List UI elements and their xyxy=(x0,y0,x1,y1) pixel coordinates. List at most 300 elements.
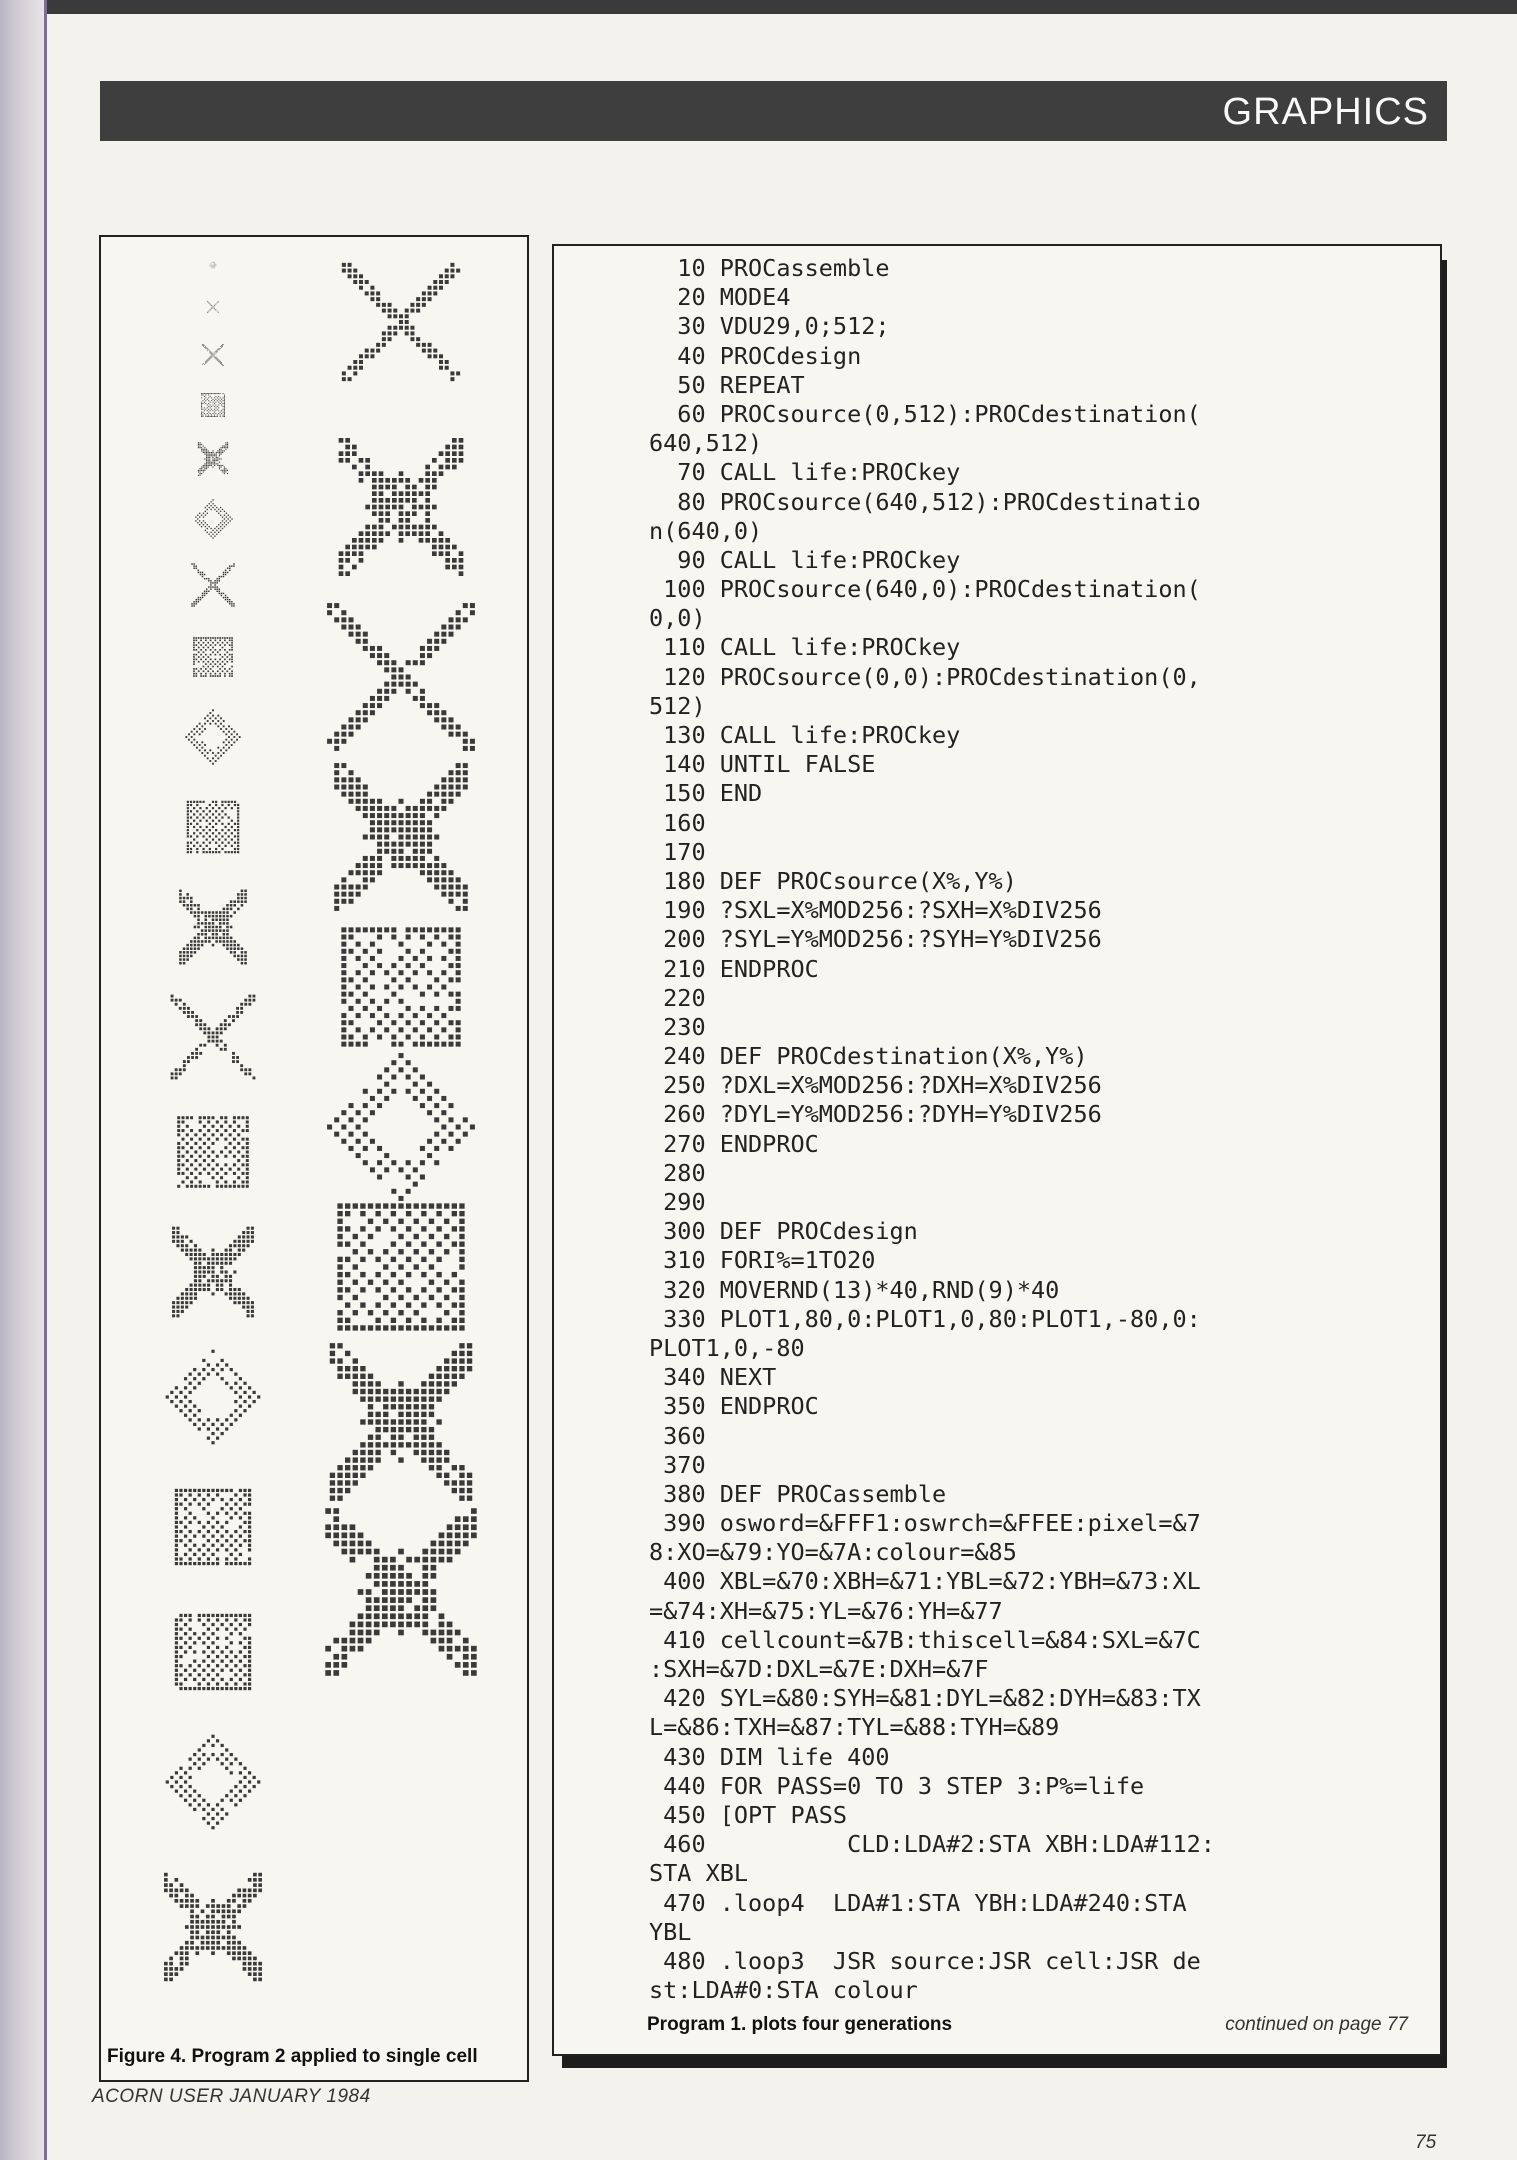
life-cell-mark xyxy=(360,1450,365,1455)
life-cell-mark xyxy=(439,286,443,290)
life-cell-mark xyxy=(390,1622,396,1628)
code-line: 290 xyxy=(649,1188,706,1216)
life-cell-mark xyxy=(427,1096,432,1101)
life-cell-mark xyxy=(223,409,224,410)
life-cell-mark xyxy=(208,915,211,918)
life-cell-mark xyxy=(384,1082,389,1087)
life-cell-mark xyxy=(342,1549,348,1555)
life-cell-mark xyxy=(189,1794,192,1797)
code-line: 160 xyxy=(649,808,706,837)
life-cell-mark xyxy=(399,675,404,680)
life-cell-mark xyxy=(385,511,390,516)
life-cell-mark xyxy=(377,842,382,847)
life-cell-mark xyxy=(449,717,454,722)
life-cell-mark xyxy=(342,263,346,267)
life-cell-mark xyxy=(196,568,197,569)
code-line: 450 [OPT PASS xyxy=(649,1800,848,1829)
life-cell-mark xyxy=(398,1396,403,1401)
life-cell-mark xyxy=(434,1089,439,1094)
life-cell-mark xyxy=(379,485,384,490)
life-cell-mark xyxy=(221,402,222,403)
life-cell-mark xyxy=(337,1366,342,1371)
life-cell-mark xyxy=(471,1670,477,1676)
life-cell-mark xyxy=(225,1275,228,1278)
life-cell-mark xyxy=(333,1638,339,1644)
life-cell-mark xyxy=(216,1363,219,1366)
life-cell-mark xyxy=(224,1146,227,1149)
life-cell-mark xyxy=(345,558,350,563)
life-cell-mark xyxy=(217,360,218,361)
life-cell-mark xyxy=(216,1172,219,1175)
life-cell-mark xyxy=(225,1253,228,1256)
life-cell-mark xyxy=(459,1295,464,1300)
life-cell-mark xyxy=(228,736,230,738)
life-cell-mark xyxy=(441,806,446,811)
life-cell-mark xyxy=(231,744,233,746)
life-cell-mark xyxy=(164,1962,168,1966)
life-cell-mark xyxy=(203,1257,206,1260)
life-cell-mark xyxy=(196,801,198,803)
life-cell-mark xyxy=(434,717,439,722)
life-cell-mark xyxy=(242,1301,245,1304)
life-cell-mark xyxy=(388,337,392,341)
life-cell-mark xyxy=(420,806,425,811)
life-cell-mark xyxy=(399,505,404,510)
life-cell-mark xyxy=(207,1646,210,1649)
life-cell-mark xyxy=(209,804,211,806)
code-line: 60 PROCsource(0,512):PROCdestination( xyxy=(649,399,1201,428)
life-cell-mark xyxy=(207,1503,210,1506)
life-cell-mark xyxy=(190,1936,194,1940)
life-cell-mark xyxy=(441,777,446,782)
life-cell-mark xyxy=(193,1808,196,1811)
life-cell-mark xyxy=(179,1539,182,1542)
life-cell-mark xyxy=(225,1249,228,1252)
life-cell-mark xyxy=(232,1946,236,1950)
life-cell-mark xyxy=(170,1400,173,1403)
life-cell-mark xyxy=(207,1363,210,1366)
life-cell-mark xyxy=(216,1138,219,1141)
life-cell-mark xyxy=(241,904,244,907)
life-cell-mark xyxy=(240,1011,243,1014)
life-cell-mark xyxy=(449,1020,454,1025)
life-cell-mark xyxy=(456,732,461,737)
life-cell-mark xyxy=(230,1386,233,1389)
life-cell-mark xyxy=(211,1535,214,1538)
life-cell-mark xyxy=(413,813,418,818)
life-cell-mark xyxy=(216,588,217,589)
life-cell-mark xyxy=(238,1297,241,1300)
life-cell-mark xyxy=(177,1185,180,1188)
life-cell-mark xyxy=(221,1489,224,1492)
life-cell-mark xyxy=(350,1630,356,1636)
life-cell-mark xyxy=(207,1031,210,1034)
life-cell-mark xyxy=(199,749,201,751)
life-cell-mark xyxy=(218,413,219,414)
life-cell-mark xyxy=(248,1072,251,1075)
life-cell-mark xyxy=(237,1159,240,1162)
life-cell-mark xyxy=(198,447,199,448)
life-cell-mark xyxy=(234,1400,237,1403)
life-cell-mark xyxy=(228,842,230,844)
life-cell-mark xyxy=(211,1249,214,1252)
life-cell-mark xyxy=(223,572,224,573)
life-cell-mark xyxy=(194,1168,197,1171)
life-cell-mark xyxy=(248,999,251,1002)
life-cell-mark xyxy=(223,731,225,733)
life-cell-mark xyxy=(202,1669,205,1672)
life-cell-mark xyxy=(229,570,230,571)
life-cell-mark xyxy=(391,1257,396,1262)
life-cell-mark xyxy=(413,1067,418,1072)
life-cell-mark xyxy=(211,1753,214,1756)
life-cell-mark xyxy=(225,572,226,573)
life-cell-mark xyxy=(356,927,361,932)
life-cell-mark xyxy=(413,696,418,701)
life-cell-mark xyxy=(447,1646,453,1652)
life-cell-mark xyxy=(414,1295,419,1300)
life-cell-mark xyxy=(227,572,228,573)
life-cell-mark xyxy=(181,1301,184,1304)
life-cell-mark xyxy=(248,1521,251,1524)
life-cell-mark xyxy=(183,962,186,965)
life-cell-mark xyxy=(349,977,354,982)
life-cell-mark xyxy=(449,792,454,797)
life-cell-mark xyxy=(432,471,437,476)
life-cell-mark xyxy=(427,970,432,975)
life-cell-mark xyxy=(427,942,432,947)
life-cell-mark xyxy=(222,647,224,649)
life-cell-mark xyxy=(216,1253,219,1256)
life-cell-mark xyxy=(334,906,339,911)
life-cell-mark xyxy=(230,1753,233,1756)
life-cell-mark xyxy=(370,653,375,658)
life-cell-mark xyxy=(243,1957,247,1961)
life-cell-mark xyxy=(217,358,218,359)
life-cell-mark xyxy=(180,1962,184,1966)
life-cell-mark xyxy=(186,1176,189,1179)
life-cell-mark xyxy=(222,344,223,345)
life-cell-mark xyxy=(398,1605,404,1611)
life-cell-mark xyxy=(215,804,217,806)
life-cell-mark xyxy=(223,944,226,947)
life-cell-mark xyxy=(349,1103,354,1108)
life-cell-mark xyxy=(243,1785,246,1788)
life-cell-mark xyxy=(399,863,404,868)
life-cell-mark xyxy=(175,1655,178,1658)
life-cell-mark xyxy=(199,470,200,471)
life-cell-mark xyxy=(219,362,220,363)
life-cell-mark xyxy=(185,1244,188,1247)
life-cell-mark xyxy=(391,1442,396,1447)
life-cell-mark xyxy=(420,646,425,651)
life-cell-mark xyxy=(375,1389,380,1394)
life-cell-mark xyxy=(383,1203,388,1208)
life-cell-mark xyxy=(207,1664,210,1667)
life-cell-mark xyxy=(212,675,214,677)
life-cell-mark xyxy=(391,1419,396,1424)
life-cell-mark xyxy=(205,675,207,677)
life-cell-mark xyxy=(241,958,244,961)
life-cell-mark xyxy=(341,732,346,737)
life-cell-mark xyxy=(225,1489,228,1492)
life-cell-mark xyxy=(214,586,215,587)
life-cell-mark xyxy=(370,1027,375,1032)
life-cell-mark xyxy=(441,942,446,947)
life-cell-mark xyxy=(360,1396,365,1401)
life-cell-mark xyxy=(243,1951,247,1955)
life-cell-mark xyxy=(208,580,209,581)
life-cell-mark xyxy=(193,1489,196,1492)
life-cell-mark xyxy=(227,447,228,448)
life-cell-mark xyxy=(334,763,339,768)
life-cell-mark xyxy=(175,1539,178,1542)
life-cell-mark xyxy=(190,1904,194,1908)
life-cell-mark xyxy=(193,845,195,847)
life-cell-mark xyxy=(208,462,209,463)
life-cell-mark xyxy=(391,1325,396,1330)
life-cell-mark xyxy=(246,1129,249,1132)
life-cell-mark xyxy=(207,360,208,361)
life-cell-mark xyxy=(195,1048,198,1051)
life-cell-mark xyxy=(216,1909,220,1913)
life-cell-mark xyxy=(193,801,195,803)
life-cell-mark xyxy=(186,951,189,954)
life-cell-mark xyxy=(248,1562,251,1565)
life-cell-mark xyxy=(449,963,454,968)
life-cell-mark xyxy=(219,911,222,914)
life-cell-mark xyxy=(182,1116,185,1119)
life-cell-mark xyxy=(224,447,225,448)
life-cell-mark xyxy=(197,947,200,950)
life-cell-mark xyxy=(225,445,226,446)
life-cell-mark xyxy=(221,595,222,596)
life-cell-mark xyxy=(365,505,370,510)
life-cell-mark xyxy=(434,792,439,797)
life-cell-mark xyxy=(406,856,411,861)
life-cell-mark xyxy=(175,1512,178,1515)
publication-footer: ACORN USER JANUARY 1984 xyxy=(92,2086,371,2107)
life-cell-mark xyxy=(366,1573,372,1579)
life-cell-mark xyxy=(207,505,208,506)
life-cell-mark xyxy=(345,1257,350,1262)
life-cell-mark xyxy=(216,1437,219,1440)
life-cell-mark xyxy=(207,670,209,672)
life-cell-mark xyxy=(204,465,205,466)
life-cell-mark xyxy=(406,1325,411,1330)
code-line: 512) xyxy=(649,691,706,720)
life-cell-mark xyxy=(209,462,210,463)
life-cell-mark xyxy=(363,799,368,804)
life-cell-mark xyxy=(185,1899,189,1903)
life-cell-mark xyxy=(434,927,439,932)
life-cell-mark xyxy=(399,970,404,975)
life-cell-mark xyxy=(436,1211,441,1216)
life-cell-mark xyxy=(233,1138,236,1141)
life-cell-mark xyxy=(372,485,377,490)
life-cell-mark xyxy=(253,1883,257,1887)
life-cell-mark xyxy=(370,646,375,651)
life-cell-mark xyxy=(345,1465,350,1470)
life-cell-mark xyxy=(203,1044,206,1047)
life-cell-mark xyxy=(224,450,225,451)
life-cell-mark xyxy=(216,1027,219,1030)
life-cell-mark xyxy=(190,851,192,853)
life-cell-mark xyxy=(211,1262,214,1265)
life-cell-mark xyxy=(330,1473,335,1478)
life-cell-mark xyxy=(211,415,212,416)
life-cell-mark xyxy=(398,1310,403,1315)
life-cell-mark xyxy=(203,1142,206,1145)
life-pattern-drawing xyxy=(165,1604,261,1700)
life-cell-mark xyxy=(209,835,211,837)
life-cell-mark xyxy=(248,1957,252,1961)
life-cell-mark xyxy=(215,405,216,406)
life-cell-mark xyxy=(216,353,217,354)
life-cell-mark xyxy=(224,1027,227,1030)
life-cell-mark xyxy=(234,1512,237,1515)
life-cell-mark xyxy=(227,1936,231,1940)
life-cell-mark xyxy=(231,649,233,651)
life-cell-mark xyxy=(221,1423,224,1426)
life-cell-mark xyxy=(449,632,454,637)
life-cell-mark xyxy=(216,1044,219,1047)
life-cell-mark xyxy=(405,525,410,530)
life-pattern-drawing xyxy=(326,912,476,1062)
life-cell-mark xyxy=(202,1660,205,1663)
life-cell-mark xyxy=(217,452,218,453)
life-cell-mark xyxy=(230,1553,233,1556)
life-cell-mark xyxy=(224,663,226,665)
life-cell-mark xyxy=(183,1068,186,1071)
life-cell-mark xyxy=(225,1292,228,1295)
life-cell-mark xyxy=(200,597,201,598)
life-cell-mark xyxy=(414,1396,419,1401)
life-cell-mark xyxy=(229,516,230,517)
life-cell-mark xyxy=(410,309,414,313)
life-cell-mark xyxy=(360,1241,365,1246)
life-cell-mark xyxy=(212,1133,215,1136)
life-pattern-drawing xyxy=(158,1872,268,1982)
life-cell-mark xyxy=(229,1151,232,1154)
life-cell-mark xyxy=(447,1541,453,1547)
life-cell-mark xyxy=(221,1817,224,1820)
life-cell-mark xyxy=(420,870,425,875)
life-cell-mark xyxy=(358,1622,364,1628)
life-cell-mark xyxy=(193,1377,196,1380)
life-cell-mark xyxy=(175,1489,178,1492)
life-cell-mark xyxy=(193,1386,196,1389)
life-cell-mark xyxy=(391,1396,396,1401)
life-cell-mark xyxy=(385,478,390,483)
life-cell-mark xyxy=(179,1503,182,1506)
life-cell-mark xyxy=(219,349,220,350)
life-cell-mark xyxy=(334,892,339,897)
life-cell-mark xyxy=(207,407,208,408)
life-cell-mark xyxy=(221,1525,224,1528)
code-line: 10 PROCassemble xyxy=(649,254,890,282)
life-cell-mark xyxy=(211,1525,214,1528)
life-cell-mark xyxy=(436,1419,441,1424)
life-cell-mark xyxy=(189,1503,192,1506)
life-cell-mark xyxy=(207,1673,210,1676)
life-cell-mark xyxy=(190,944,193,947)
life-cell-mark xyxy=(207,1270,210,1273)
life-cell-mark xyxy=(353,371,357,375)
life-cell-mark xyxy=(459,1325,464,1330)
life-cell-mark xyxy=(214,397,215,398)
life-pattern-drawing xyxy=(170,994,256,1080)
life-cell-mark xyxy=(172,1301,175,1304)
life-cell-mark xyxy=(203,1253,206,1256)
life-cell-mark xyxy=(421,1442,426,1447)
life-cell-mark xyxy=(207,393,208,394)
life-cell-mark xyxy=(325,1670,331,1676)
life-cell-mark xyxy=(237,804,239,806)
life-cell-mark xyxy=(225,449,226,450)
life-cell-mark xyxy=(190,1925,194,1929)
life-cell-mark xyxy=(211,397,212,398)
life-cell-mark xyxy=(375,1412,380,1417)
life-cell-mark xyxy=(463,763,468,768)
life-cell-mark xyxy=(429,1427,434,1432)
life-cell-mark xyxy=(217,406,218,407)
life-cell-mark xyxy=(358,1646,364,1652)
life-cell-mark xyxy=(248,1655,251,1658)
life-cell-mark xyxy=(185,1951,189,1955)
life-cell-mark xyxy=(391,1272,396,1277)
life-cell-mark xyxy=(193,813,195,815)
life-pattern-drawing xyxy=(326,602,476,752)
life-cell-mark xyxy=(224,468,225,469)
life-cell-mark xyxy=(211,1899,215,1903)
life-cell-mark xyxy=(226,947,229,950)
life-cell-mark xyxy=(459,551,464,556)
life-cell-mark xyxy=(207,509,208,510)
life-cell-mark xyxy=(228,823,230,825)
life-cell-mark xyxy=(225,468,226,469)
life-cell-mark xyxy=(203,651,205,653)
life-cell-mark xyxy=(382,309,386,313)
code-line: 460 CLD:LDA#2:STA XBH:LDA#112: xyxy=(649,1830,1215,1859)
life-cell-mark xyxy=(224,1163,227,1166)
life-cell-mark xyxy=(358,1589,364,1595)
life-cell-mark xyxy=(220,530,221,531)
life-cell-mark xyxy=(406,1287,411,1292)
life-cell-mark xyxy=(375,1287,380,1292)
life-cell-mark xyxy=(226,911,229,914)
life-cell-mark xyxy=(175,1637,178,1640)
life-cell-mark xyxy=(201,944,204,947)
life-cell-mark xyxy=(350,1557,356,1563)
life-cell-mark xyxy=(345,1211,350,1216)
life-cell-mark xyxy=(434,1020,439,1025)
life-cell-mark xyxy=(349,949,354,954)
life-cell-mark xyxy=(215,842,217,844)
life-cell-mark xyxy=(374,1622,380,1628)
life-cell-mark xyxy=(391,660,396,665)
life-cell-mark xyxy=(199,1052,202,1055)
life-cell-mark xyxy=(374,1613,380,1619)
life-cell-mark xyxy=(230,1650,233,1653)
life-cell-mark xyxy=(232,1015,235,1018)
life-cell-mark xyxy=(348,263,352,267)
life-cell-mark xyxy=(175,1660,178,1663)
life-cell-mark xyxy=(207,1155,210,1158)
life-cell-mark xyxy=(201,731,203,733)
life-cell-mark xyxy=(216,1941,220,1945)
life-cell-mark xyxy=(456,785,461,790)
